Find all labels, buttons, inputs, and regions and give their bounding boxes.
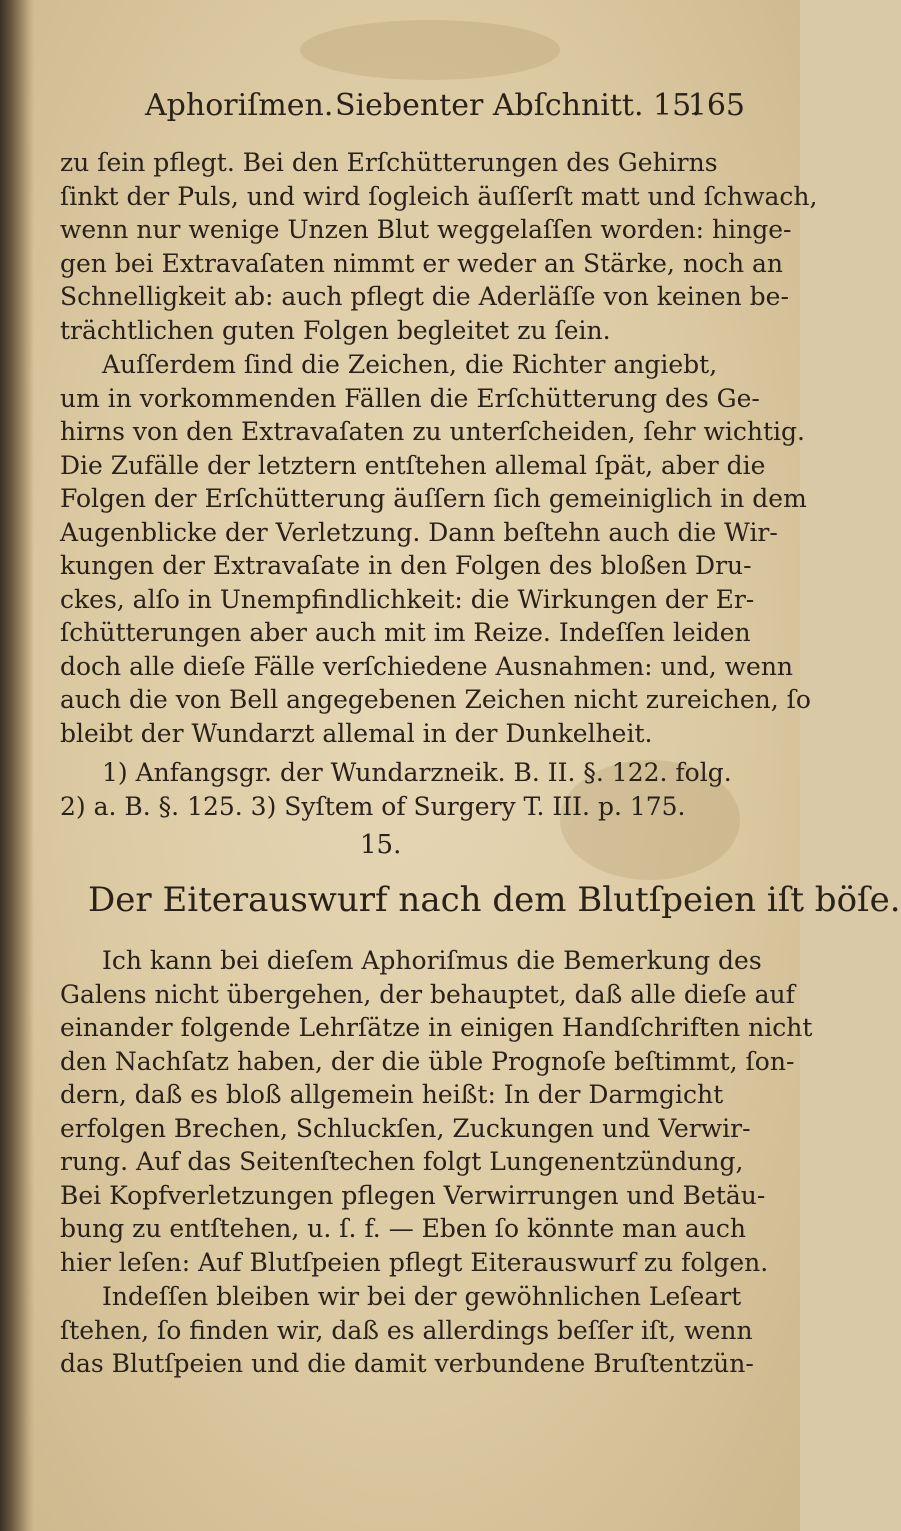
- footnote: 2) a. B. §. 125. 3) Syſtem of Surgery T. III. p. 175.: [60, 791, 686, 821]
- paragraph-2: [60, 348, 811, 750]
- text-line: um in vorkommenden Fällen die Erſchütterung des Ge-: [60, 383, 760, 413]
- text-line: das Blutſpeien und die damit verbundene Bruſtentzün-: [60, 1349, 754, 1378]
- header-title: Aphoriſmen.: [145, 88, 334, 123]
- footnotes: [60, 756, 780, 823]
- text-line: hirns von den Extravaſaten zu unterſcheiden, ſehr wichtig.: [60, 417, 806, 446]
- book-gutter: [0, 0, 34, 1531]
- paragraph-4: [60, 1280, 780, 1381]
- text-line: bleibt der Wundarzt allemal in der Dunkelheit.: [60, 718, 653, 748]
- paper-stain: [300, 20, 560, 80]
- text-line: kungen der Extravaſate in den Folgen des bloßen Dru-: [60, 551, 752, 580]
- text-line: Folgen der Erſchütterung äuſſern ſich gemeiniglich in dem: [60, 484, 807, 513]
- text-line: doch alle dieſe Fälle verſchiedene Ausnahmen: und, wenn: [60, 651, 794, 681]
- text-line: ſchütterungen aber auch mit im Reize. Indeſſen leiden: [60, 618, 751, 647]
- text-line: Augenblicke der Verletzung. Dann beſtehn auch die Wir-: [60, 517, 778, 547]
- text-line: bung zu entſtehen, u. ſ. f. — Eben ſo könnte man auch: [60, 1214, 746, 1243]
- text-line: Die Zufälle der letztern entſtehen allemal ſpät, aber die: [60, 450, 766, 480]
- paragraph-1: [60, 146, 818, 347]
- text-line: auch die von Bell angegebenen Zeichen nicht zureichen, ſo: [60, 685, 811, 714]
- text-line: erfolgen Brechen, Schluckſen, Zuckungen und Verwir-: [60, 1113, 751, 1143]
- text-line: rung. Auf das Seitenſtechen folgt Lungenentzündung,: [60, 1147, 744, 1176]
- text-line: trächtlichen guten Folgen begleitet zu ſein.: [60, 315, 611, 345]
- text-line: ckes, alſo in Unempfindlichkeit: die Wirkungen der Er-: [60, 584, 755, 614]
- text-line: Bei Kopfverletzungen pflegen Verwirrungen und Betäu-: [60, 1180, 766, 1210]
- page-number: 165: [687, 88, 745, 123]
- text-line: ſtehen, ſo finden wir, daß es allerdings beſſer iſt, wenn: [60, 1315, 753, 1345]
- text-line: einander folgende Lehrſätze in einigen Handſchriften nicht: [60, 1013, 813, 1042]
- text-line: hier leſen: Auf Blutſpeien pflegt Eiterauswurf zu folgen.: [60, 1247, 769, 1277]
- text-line: Ich kann bei dieſem Aphoriſmus die Bemerkung des: [102, 946, 762, 975]
- header-section: Siebenter Abſchnitt. 15.: [335, 88, 701, 123]
- text-line: dern, daß es bloß allgemein heißt: In der Darmgicht: [60, 1080, 724, 1109]
- text-line: wenn nur wenige Unzen Blut weggelaſſen worden: hinge-: [60, 215, 792, 244]
- text-line: Indeſſen bleiben wir bei der gewöhnlichen Leſeart: [102, 1282, 742, 1311]
- text-line: Schnelligkeit ab: auch pflegt die Aderläſſe von keinen be-: [60, 282, 789, 311]
- text-line: ſinkt der Puls, und wird ſogleich äuſſerſt matt und ſchwach,: [60, 181, 818, 211]
- text-line: Galens nicht übergehen, der behauptet, daß alle dieſe auf: [60, 979, 795, 1009]
- text-line: Auſſerdem ſind die Zeichen, die Richter angiebt,: [102, 350, 718, 379]
- text-line: zu ſein pflegt. Bei den Erſchütterungen des Gehirns: [60, 148, 718, 177]
- section-number: 15.: [360, 830, 402, 860]
- paragraph-3: [60, 944, 813, 1279]
- running-header: [145, 88, 745, 128]
- text-line: gen bei Extravaſaten nimmt er weder an Stärke, noch an: [60, 248, 784, 278]
- text-line: den Nachſatz haben, der die üble Prognoſe beſtimmt, ſon-: [60, 1046, 795, 1076]
- section-title: Der Eiterauswurf nach dem Blutſpeien iſt böſe.: [88, 880, 901, 920]
- footnote: 1) Anfangsgr. der Wundarzneik. B. II. §. 122. folg.: [102, 758, 732, 787]
